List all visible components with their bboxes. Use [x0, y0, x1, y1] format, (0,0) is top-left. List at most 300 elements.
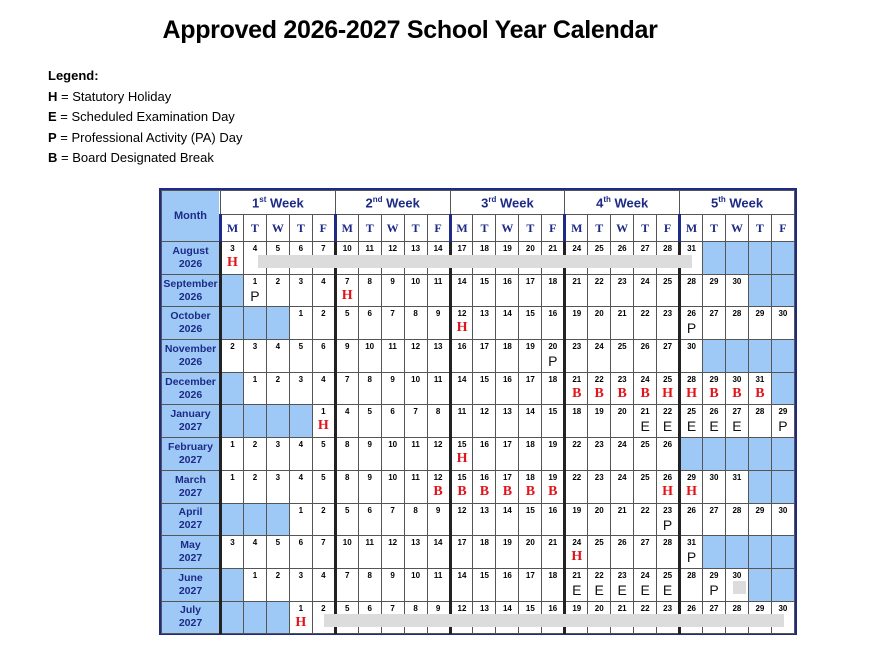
day-number: 25 [594, 538, 604, 548]
day-number: 24 [640, 276, 650, 286]
month-year: 2026 [178, 388, 203, 401]
day-number: 9 [435, 603, 441, 613]
holiday-marker: H [686, 483, 697, 499]
day-number: 17 [502, 440, 512, 450]
day-number: 7 [345, 276, 350, 286]
day-number: 21 [617, 309, 627, 319]
empty-day-cell [703, 438, 726, 471]
day-cell [771, 307, 794, 340]
week-ordinal-suffix: st [259, 194, 267, 204]
day-cell [266, 470, 289, 503]
day-number: 20 [594, 309, 604, 319]
day-cell [427, 568, 450, 601]
day-cell [519, 470, 542, 503]
break-marker: B [594, 385, 604, 401]
day-cell [680, 470, 703, 503]
day-cell [496, 307, 519, 340]
month-year: 2026 [178, 257, 203, 270]
empty-day-cell [725, 242, 748, 275]
month-label [162, 274, 221, 307]
day-cell [680, 536, 703, 569]
day-cell [634, 503, 657, 536]
day-number: 29 [755, 505, 765, 515]
pa-day-marker: P [686, 320, 697, 337]
day-cell [312, 503, 335, 536]
exam-marker: E [709, 418, 719, 435]
day-cell [289, 372, 312, 405]
day-number: 6 [367, 603, 372, 613]
legend [48, 66, 242, 169]
week-label: Week [610, 195, 649, 211]
empty-day-cell [771, 242, 794, 275]
day-cell [243, 568, 266, 601]
empty-day-cell [771, 536, 794, 569]
day-number: 1 [298, 505, 304, 515]
day-number: 10 [388, 440, 398, 450]
day-cell [588, 307, 611, 340]
day-number: 18 [548, 374, 558, 384]
day-cell [519, 503, 542, 536]
day-cell [496, 470, 519, 503]
day-number: 28 [732, 603, 742, 613]
holiday-marker: H [317, 418, 329, 434]
empty-day-cell [221, 405, 244, 438]
day-cell [312, 274, 335, 307]
holiday-marker: H [341, 287, 353, 303]
day-number: 17 [502, 472, 512, 482]
week-number: 2 [365, 195, 373, 211]
month-year: 2027 [178, 453, 203, 466]
month-row [162, 503, 795, 536]
day-cell [243, 470, 266, 503]
pa-day-marker: P [778, 418, 788, 435]
day-number: 6 [298, 538, 304, 548]
day-number: 10 [388, 472, 398, 482]
day-cell [404, 438, 427, 471]
day-number: 13 [411, 538, 421, 548]
day-number: 4 [298, 472, 304, 482]
day-cell [565, 405, 588, 438]
day-number: 25 [640, 440, 650, 450]
day-cell [519, 536, 542, 569]
day-cell [657, 536, 680, 569]
week-ordinal-suffix: th [603, 194, 611, 204]
month-label [162, 438, 221, 471]
month-row [162, 307, 795, 340]
weekday-header: T [519, 215, 542, 242]
day-number: 5 [275, 244, 281, 253]
day-cell [358, 470, 381, 503]
day-number: 11 [457, 407, 467, 417]
day-cell [266, 274, 289, 307]
day-cell [680, 307, 703, 340]
exam-marker: E [732, 418, 742, 435]
day-number: 12 [457, 505, 467, 515]
exam-marker: E [572, 581, 582, 598]
pa-day-marker: P [709, 581, 719, 598]
day-cell [657, 340, 680, 373]
day-number: 30 [778, 603, 788, 613]
day-cell [748, 372, 771, 405]
month-name: July [179, 604, 201, 617]
day-number: 9 [345, 342, 350, 352]
empty-day-cell [771, 568, 794, 601]
day-cell [542, 503, 565, 536]
day-number: 21 [548, 538, 558, 548]
day-cell [565, 438, 588, 471]
day-number: 17 [525, 276, 535, 286]
day-number: 14 [457, 570, 467, 580]
day-cell [358, 536, 381, 569]
month-label [162, 340, 221, 373]
weekday-header: W [496, 215, 519, 242]
day-cell [634, 438, 657, 471]
day-number: 30 [709, 472, 719, 482]
day-number: 12 [457, 309, 467, 319]
day-number: 2 [252, 472, 258, 482]
day-cell [335, 307, 358, 340]
day-cell [450, 340, 473, 373]
exam-marker: E [594, 581, 604, 598]
day-cell [703, 405, 726, 438]
weekday-header: F [657, 215, 680, 242]
day-number: 22 [640, 603, 650, 613]
month-year: 2027 [178, 552, 203, 565]
day-cell [358, 307, 381, 340]
day-number: 19 [594, 407, 604, 417]
day-number: 7 [321, 538, 326, 548]
break-marker: B [457, 483, 467, 499]
day-cell [381, 438, 404, 471]
holiday-marker: H [227, 255, 238, 270]
weekday-header: F [427, 215, 450, 242]
day-cell [266, 438, 289, 471]
weekday-header: T [289, 215, 312, 242]
empty-day-cell [703, 536, 726, 569]
day-number: 23 [617, 570, 627, 580]
day-number: 20 [525, 538, 535, 548]
day-number: 29 [687, 472, 696, 482]
day-number: 9 [435, 505, 441, 515]
day-cell [565, 340, 588, 373]
weekday-header: T [748, 215, 771, 242]
day-cell [335, 372, 358, 405]
day-cell [657, 372, 680, 405]
day-cell [381, 470, 404, 503]
day-number: 3 [275, 440, 281, 450]
day-cell [657, 503, 680, 536]
empty-day-cell [748, 536, 771, 569]
month-row [162, 568, 795, 601]
break-marker: B [640, 385, 650, 401]
day-number: 29 [778, 407, 788, 417]
summer-marker-june-30 [733, 581, 746, 594]
day-number: 4 [345, 407, 350, 417]
month-label [162, 601, 221, 634]
day-cell [289, 503, 312, 536]
day-cell [725, 470, 748, 503]
day-number: 14 [457, 374, 467, 384]
day-number: 12 [457, 603, 467, 613]
weekday-header: T [404, 215, 427, 242]
summer-bar-august [258, 255, 692, 268]
day-cell [519, 307, 542, 340]
day-number: 17 [525, 570, 535, 580]
day-number: 27 [640, 244, 650, 253]
holiday-marker: H [686, 385, 697, 401]
empty-day-cell [266, 307, 289, 340]
month-year: 2026 [178, 355, 203, 368]
day-cell [289, 536, 312, 569]
day-cell [703, 568, 726, 601]
day-number: 29 [709, 276, 719, 286]
day-number: 1 [230, 440, 235, 450]
week-number: 3 [481, 195, 489, 211]
day-number: 18 [572, 407, 582, 417]
legend-item-break [48, 148, 242, 169]
day-number: 11 [365, 538, 374, 548]
day-number: 14 [457, 276, 467, 286]
day-number: 23 [617, 374, 627, 384]
month-label [162, 503, 221, 536]
day-number: 28 [687, 276, 696, 286]
week-ordinal-suffix: rd [488, 194, 497, 204]
day-cell [312, 372, 335, 405]
day-cell [657, 307, 680, 340]
month-label [162, 372, 221, 405]
day-number: 18 [548, 570, 558, 580]
week-label: Week [725, 195, 764, 211]
day-cell [634, 405, 657, 438]
day-cell [634, 372, 657, 405]
day-number: 28 [732, 505, 742, 515]
day-cell [335, 340, 358, 373]
empty-day-cell [243, 601, 266, 634]
day-cell [381, 405, 404, 438]
day-number: 25 [687, 407, 696, 417]
day-cell [358, 274, 381, 307]
day-number: 16 [548, 309, 558, 319]
day-cell [542, 536, 565, 569]
day-cell [312, 438, 335, 471]
day-number: 18 [480, 244, 489, 253]
day-number: 11 [365, 244, 374, 253]
day-cell [266, 536, 289, 569]
weekday-header: W [381, 215, 404, 242]
empty-day-cell [771, 372, 794, 405]
day-number: 17 [480, 342, 489, 352]
day-number: 13 [480, 309, 489, 319]
week-ordinal-suffix: th [718, 194, 726, 204]
empty-day-cell [703, 340, 726, 373]
empty-day-cell [748, 340, 771, 373]
weekday-header: W [266, 215, 289, 242]
day-number: 24 [617, 440, 627, 450]
day-cell [496, 438, 519, 471]
day-number: 13 [480, 505, 489, 515]
day-cell [611, 568, 634, 601]
day-number: 7 [390, 603, 395, 613]
day-cell [381, 307, 404, 340]
break-marker: B [479, 483, 490, 499]
weekday-header: T [473, 215, 496, 242]
break-marker: B [502, 483, 513, 499]
day-cell [657, 470, 680, 503]
day-number: 19 [502, 244, 512, 253]
day-cell [657, 274, 680, 307]
week-header-2 [335, 191, 450, 215]
legend-text: = Professional Activity (PA) Day [56, 129, 243, 145]
day-number: 24 [572, 538, 582, 548]
exam-marker: E [662, 418, 673, 435]
day-number: 26 [617, 538, 627, 548]
legend-code: H [48, 88, 58, 104]
day-cell [335, 470, 358, 503]
day-number: 3 [252, 342, 258, 352]
calendar-table [159, 188, 797, 635]
day-number: 21 [617, 603, 627, 613]
day-number: 26 [640, 342, 650, 352]
day-cell [542, 307, 565, 340]
empty-day-cell [221, 307, 244, 340]
day-cell [588, 503, 611, 536]
day-number: 12 [433, 440, 443, 450]
day-cell [496, 405, 519, 438]
day-cell [404, 503, 427, 536]
empty-day-cell [266, 601, 289, 634]
day-cell [289, 307, 312, 340]
exam-marker: E [640, 581, 650, 598]
day-number: 16 [480, 440, 489, 450]
day-number: 5 [298, 342, 304, 352]
day-cell [381, 372, 404, 405]
day-number: 10 [411, 374, 421, 384]
day-number: 13 [411, 244, 421, 253]
day-number: 22 [572, 440, 582, 450]
day-cell [335, 438, 358, 471]
day-cell [588, 438, 611, 471]
day-cell [611, 405, 634, 438]
day-number: 1 [252, 276, 258, 286]
month-column-header: Month [162, 191, 221, 242]
weekday-header: T [634, 215, 657, 242]
day-number: 12 [388, 244, 398, 253]
day-number: 9 [367, 440, 372, 450]
day-number: 23 [663, 505, 673, 515]
month-label [162, 242, 221, 275]
day-cell [335, 568, 358, 601]
month-label [162, 405, 221, 438]
day-number: 6 [367, 505, 372, 515]
day-number: 15 [457, 440, 467, 450]
day-number: 7 [345, 374, 350, 384]
empty-day-cell [725, 438, 748, 471]
day-cell [725, 307, 748, 340]
day-number: 2 [321, 603, 326, 613]
break-marker: B [433, 483, 443, 499]
day-cell [725, 405, 748, 438]
day-number: 15 [525, 309, 535, 319]
day-number: 23 [594, 472, 604, 482]
day-number: 7 [390, 505, 395, 515]
day-cell [611, 274, 634, 307]
day-number: 24 [640, 570, 650, 580]
day-cell [243, 372, 266, 405]
day-number: 25 [663, 276, 673, 286]
day-cell [450, 503, 473, 536]
day-cell [634, 568, 657, 601]
pa-day-marker: P [250, 287, 260, 304]
day-number: 22 [640, 309, 650, 319]
day-number: 25 [663, 570, 673, 580]
day-number: 29 [709, 570, 719, 580]
day-cell [634, 536, 657, 569]
day-cell [404, 568, 427, 601]
day-number: 24 [617, 472, 627, 482]
day-number: 19 [525, 342, 535, 352]
exam-marker: E [686, 418, 697, 435]
day-number: 22 [572, 472, 582, 482]
day-cell [634, 470, 657, 503]
day-number: 13 [480, 603, 489, 613]
day-cell [450, 438, 473, 471]
day-number: 25 [663, 374, 673, 384]
weekday-header: F [312, 215, 335, 242]
day-number: 5 [345, 603, 350, 613]
day-number: 20 [617, 407, 627, 417]
holiday-marker: H [295, 614, 307, 630]
day-cell [703, 274, 726, 307]
month-name: August [172, 244, 209, 257]
day-cell [611, 536, 634, 569]
week-ordinal-suffix: nd [372, 194, 383, 204]
day-number: 9 [367, 472, 372, 482]
day-number: 18 [502, 342, 512, 352]
month-name: May [180, 539, 201, 552]
day-cell [243, 536, 266, 569]
day-number: 16 [548, 505, 558, 515]
break-marker: B [617, 385, 627, 401]
day-number: 11 [411, 440, 420, 450]
day-number: 16 [502, 374, 512, 384]
day-number: 16 [548, 603, 558, 613]
empty-day-cell [680, 438, 703, 471]
day-number: 28 [732, 309, 742, 319]
day-number: 24 [640, 374, 650, 384]
month-year: 2026 [178, 290, 203, 303]
day-cell [771, 503, 794, 536]
day-number: 4 [275, 342, 281, 352]
day-number: 21 [548, 244, 558, 253]
empty-day-cell [221, 503, 244, 536]
weekday-header: T [703, 215, 726, 242]
day-cell [473, 536, 496, 569]
day-number: 27 [732, 407, 742, 417]
day-cell [565, 503, 588, 536]
week-number: 5 [710, 195, 719, 211]
day-number: 9 [390, 570, 395, 580]
month-year: 2026 [178, 323, 203, 336]
exam-marker: E [662, 581, 673, 598]
day-number: 8 [413, 505, 418, 515]
day-number: 14 [433, 538, 443, 548]
day-number: 14 [502, 505, 512, 515]
day-number: 4 [321, 374, 326, 384]
day-number: 26 [663, 472, 673, 482]
day-number: 9 [390, 276, 395, 286]
day-number: 28 [755, 407, 765, 417]
day-cell [565, 536, 588, 569]
